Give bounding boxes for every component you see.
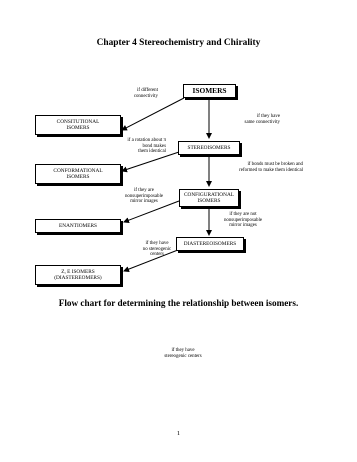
arrow-to-constitutional	[122, 98, 184, 130]
chapter-title: Chapter 4 Stereochemistry and Chirality	[96, 38, 261, 48]
conformational-isomers-label: CONFORMATIONAL ISOMERS	[53, 167, 103, 180]
isomers-box	[183, 84, 236, 98]
stereoisomers-box	[178, 141, 240, 155]
stereoisomers-label: STEREOISOMERS	[187, 144, 231, 151]
note-nonsuperimposable: if they are nonsuperimposable mirror images	[124, 188, 164, 205]
enantiomers-box	[35, 219, 121, 233]
configurational-isomers-box	[179, 189, 239, 207]
diastereoisomers-box	[176, 237, 244, 251]
constitutional-isomers-box	[35, 115, 121, 135]
isomers-label: ISOMERS	[192, 85, 227, 95]
arrow-to-conformational	[122, 152, 179, 171]
figure-caption: Flow chart for determining the relationship between isomers.	[58, 298, 299, 308]
note-have-stereogenic-centers: if they have stereogenic centers	[164, 348, 202, 359]
ez-isomers-label: Z, E ISOMERS (DIASTEREOMERS)	[54, 268, 102, 281]
page-number: 1	[176, 430, 181, 437]
note-bonds-broken: if bonds must be broken and reformed to make them identical	[239, 162, 303, 173]
note-if-different: if different connectivity	[133, 88, 158, 99]
diastereoisomers-label: DIASTEREOISOMERS	[183, 240, 237, 247]
constitutional-isomers-label: CONSITUTIONAL ISOMERS	[56, 118, 100, 131]
note-no-stereogenic-centers: if they have no stereogenic centers	[142, 241, 172, 258]
configurational-isomers-label: CONFIGURATIONAL ISOMERS	[183, 191, 235, 204]
enantiomers-label: ENANTIOMERS	[59, 222, 97, 229]
ez-isomers-box	[35, 265, 121, 285]
note-rotation: if a rotation about π bond makes them identical	[127, 138, 166, 155]
note-same-connectivity: if they have same connectivity	[244, 114, 280, 125]
conformational-isomers-box	[35, 164, 121, 184]
note-not-nonsuperimposable: if they are not nonsuperimposable mirror images	[223, 212, 263, 229]
